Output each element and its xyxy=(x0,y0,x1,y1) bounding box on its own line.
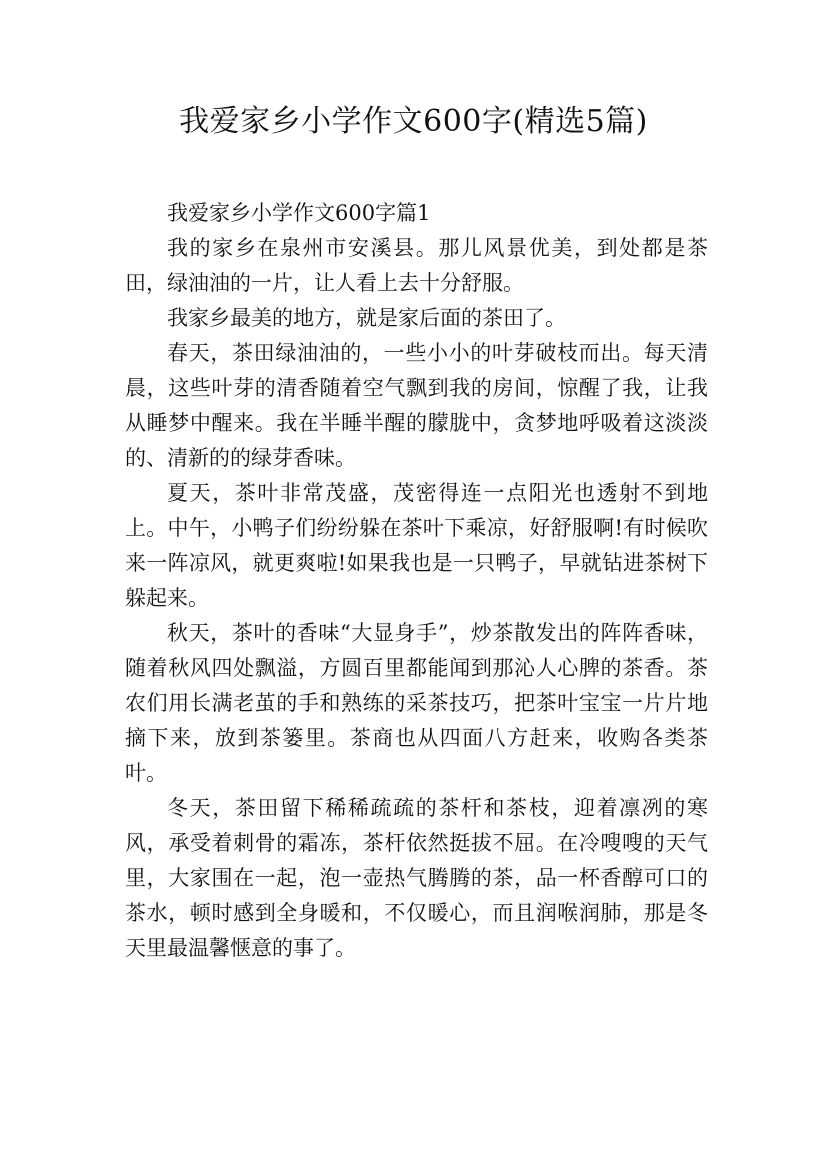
paragraph-intro: 我的家乡在泉州市安溪县。那儿风景优美，到处都是茶田，绿油油的一片，让人看上去十分舒服。 xyxy=(125,236,708,295)
paragraph-spring: 春天，茶田绿油油的，一些小小的叶芽破枝而出。每天清晨，这些叶芽的清香随着空气飘到我的房间，惊醒了我，让我从睡梦中醒来。我在半睡半醒的朦胧中，贪梦地呼吸着这淡淡的、清新的的绿芽香味。 xyxy=(125,341,708,470)
paragraph-tea-field: 我家乡最美的地方，就是家后面的茶田了。 xyxy=(167,306,566,330)
document-title: 我爱家乡小学作文600字(精选5篇) xyxy=(179,104,648,139)
paragraph-winter: 冬天，茶田留下稀稀疏疏的茶杆和茶枝，迎着凛冽的寒风，承受着刺骨的霜冻，茶杆依然挺拔不屈。在冷嗖嗖的天气里，大家围在一起，泡一壶热气腾腾的茶，品一杯香醇可口的茶水，顿时感到全身暖和，不仅暖心，而且润喉润肺，那是冬天里最温馨惬意的事了。 xyxy=(125,796,708,960)
section-heading: 我爱家乡小学作文600字篇1 xyxy=(167,201,431,225)
paragraph-summer: 夏天，茶叶非常茂盛，茂密得连一点阳光也透射不到地上。中午，小鸭子们纷纷躲在茶叶下乘凉，好舒服啊!有时候吹来一阵凉风，就更爽啦!如果我也是一只鸭子，早就钻进茶树下躲起来。 xyxy=(125,481,708,610)
paragraph-autumn: 秋天，茶叶的香味“大显身手”，炒茶散发出的阵阵香味，随着秋风四处飘溢，方圆百里都能闻到那沁人心脾的茶香。茶农们用长满老茧的手和熟练的采茶技巧，把茶叶宝宝一片片地摘下来，放到茶篓里。茶商也从四面八方赶来，收购各类茶叶。 xyxy=(125,621,708,785)
document-body xyxy=(125,196,708,966)
